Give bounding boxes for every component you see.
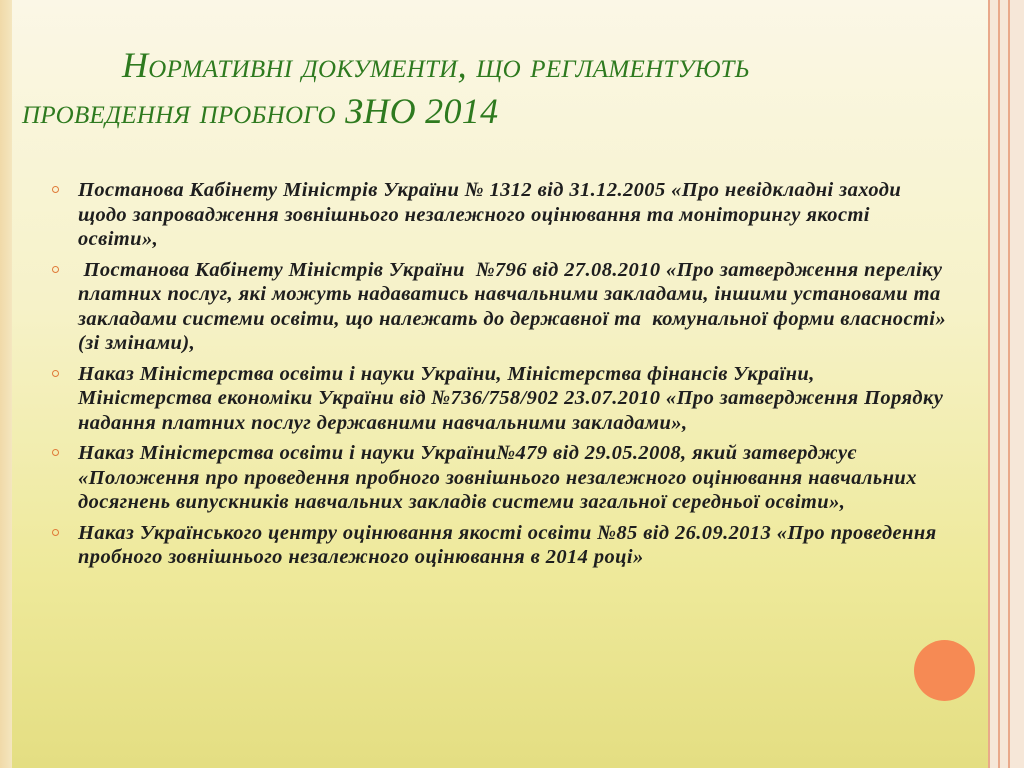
bullet-circle-icon xyxy=(52,449,59,456)
list-item xyxy=(48,258,952,356)
list-item-text: Постанова Кабінету Міністрів України №796 від 27.08.2010 «Про затвердження переліку платних послуг, які можуть надаватись навчальними закладами, іншими установами та закладами системи освіти, що належать до державної та комунальної форми власності» (зі змінами), xyxy=(78,258,952,354)
slide-title-line-2: проведення пробного ЗНО 2014 xyxy=(22,91,499,131)
left-decorative-stripe xyxy=(0,0,12,768)
right-decorative-frame xyxy=(988,0,1024,768)
list-item xyxy=(48,178,948,252)
bullet-list xyxy=(48,178,952,576)
list-item xyxy=(48,521,948,570)
list-item xyxy=(48,362,948,436)
list-item-text: Постанова Кабінету Міністрів України № 1312 від 31.12.2005 «Про невідкладні заходи щодо запровадження зовнішнього незалежного оцінювання та моніторингу якості освіти», xyxy=(78,179,902,250)
frame-line xyxy=(1008,0,1010,768)
list-item xyxy=(48,441,948,515)
frame-line xyxy=(988,0,990,768)
slide-title xyxy=(22,42,942,134)
list-item-text: Наказ Міністерства освіти і науки України№479 від 29.05.2008, який затверджує «Положення про проведення пробного зовнішнього незалежного оцінювання навчальних досягнень випускників навчальних закладів системи загальної середньої освіти», xyxy=(78,442,917,513)
bullet-circle-icon xyxy=(52,186,59,193)
slide-title-line-1: Нормативні документи, що регламентують xyxy=(122,45,750,85)
bullet-circle-icon xyxy=(52,529,59,536)
decorative-orange-circle xyxy=(914,640,975,701)
bullet-circle-icon xyxy=(52,266,59,273)
list-item-text: Наказ Міністерства освіти і науки України, Міністерства фінансів України, Міністерства економіки України від №736/758/902 23.07.2010 «Про затвердження Порядку надання платних послуг державними навчальними закладами», xyxy=(78,362,944,434)
bullet-circle-icon xyxy=(52,370,59,377)
frame-line xyxy=(998,0,1000,768)
list-item-text: Наказ Українського центру оцінювання якості освіти №85 від 26.09.2013 «Про проведення пробного зовнішнього незалежного оцінювання в 2014 році» xyxy=(78,521,937,568)
